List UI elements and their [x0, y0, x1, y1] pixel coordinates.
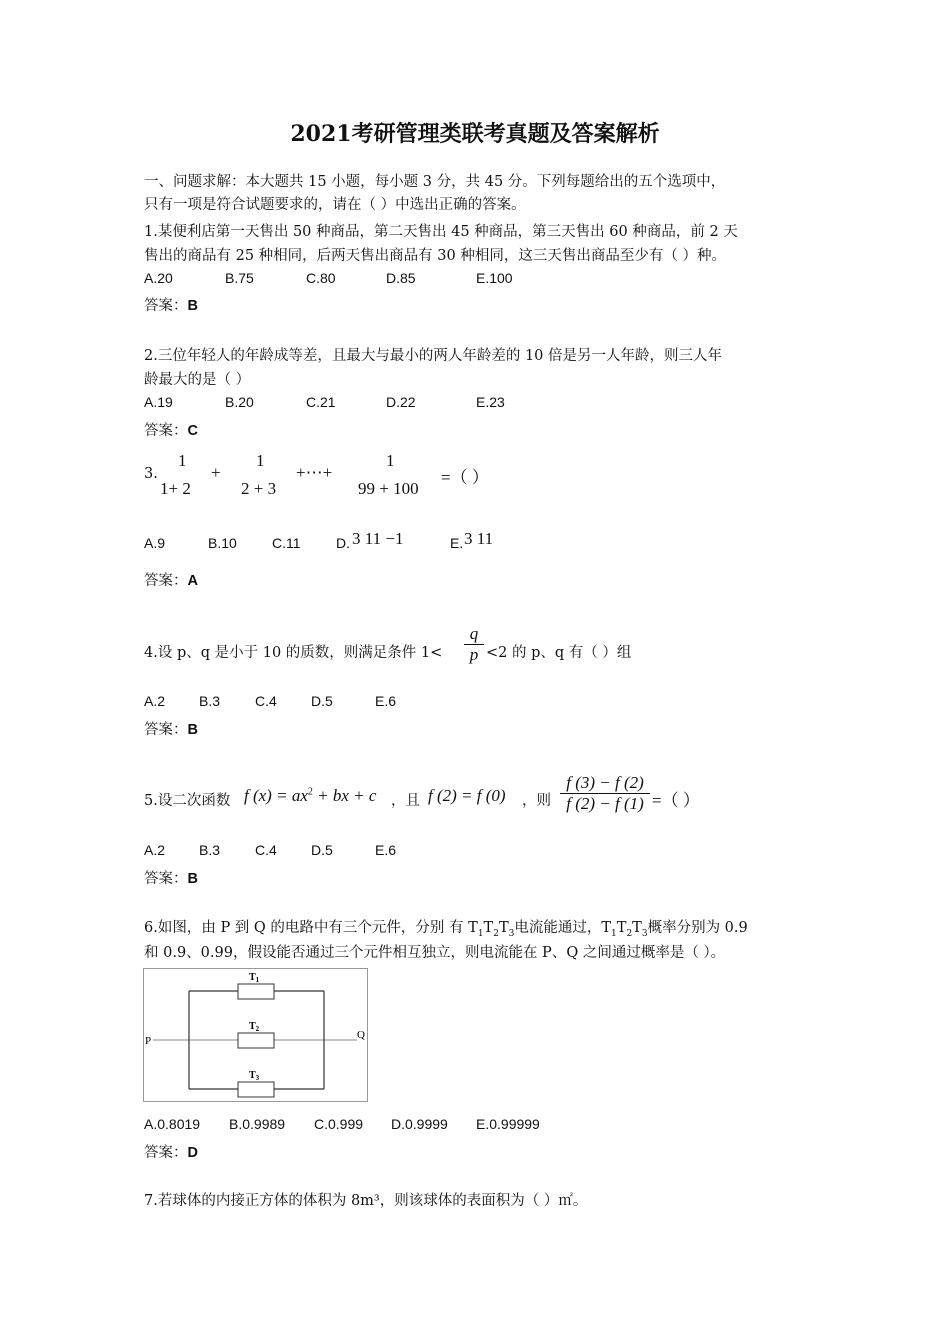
q6-line1-a: 6.如图，由 P 到 Q 的电路中有三个元件，分别 有 T — [144, 920, 478, 936]
q6-option-e: E.0.99999 — [476, 1116, 540, 1132]
q3-option-a: A.9 — [144, 535, 166, 551]
q2-option-a: A.19 — [144, 394, 173, 410]
q6-t: T — [483, 920, 494, 936]
q5-option-e: E.6 — [375, 842, 397, 858]
q6-sub: 1 — [611, 928, 617, 939]
q6-option-b: B.0.9989 — [229, 1116, 286, 1132]
q3-frac3-num: 1 — [386, 451, 395, 470]
q5-text-before: 5.设二次函数 — [144, 793, 231, 809]
q3-plus1: + — [211, 463, 221, 482]
q4-answer — [144, 718, 198, 739]
answer-label: 答案： — [144, 423, 188, 439]
answer-label: 答案： — [144, 871, 188, 887]
circuit-diagram — [143, 968, 369, 1103]
q7-line: 7.若球体的内接正方体的体积为 8m³，则该球体的表面积为（ ）㎡。 — [144, 1193, 588, 1209]
q6-sub: 1 — [477, 928, 484, 939]
q6-t: T — [616, 920, 627, 936]
q4-option-d: D.5 — [311, 693, 333, 709]
q4-frac-den: p — [469, 645, 479, 664]
q6-line1 — [144, 916, 748, 939]
q2-answer — [144, 419, 198, 440]
q2-answer-value: C — [187, 423, 198, 439]
q3-answer-value: A — [187, 573, 198, 589]
q1-answer — [144, 294, 198, 315]
answer-label: 答案： — [144, 1145, 188, 1161]
q5-option-a: A.2 — [144, 842, 166, 858]
q6-option-d: D.0.9999 — [391, 1116, 448, 1132]
q6-answer — [144, 1141, 198, 1162]
q5-answer — [144, 867, 198, 888]
section-intro-line2: 只有一项是符合试题要求的，请在（ ）中选出正确的答案。 — [144, 197, 526, 213]
q3-option-d: D. — [336, 535, 350, 551]
q6-t: T — [498, 920, 509, 936]
q6-answer-value: D — [187, 1145, 198, 1161]
label-t2: $T_2$ — [249, 1021, 260, 1033]
q3-frac3-den: 99 + 100 — [358, 479, 419, 498]
q3-frac2-num: 1 — [256, 451, 265, 470]
q1-answer-value: B — [187, 298, 198, 314]
q5-then: ，则 — [522, 793, 551, 809]
q5-option-c: C.4 — [255, 842, 277, 858]
q3-ellipsis: +⋯+ — [296, 463, 333, 482]
q2-line2: 龄最大的是（ ） — [144, 372, 251, 388]
q5-func-rest: + bx + c — [312, 786, 377, 805]
q3-option-e-math: 3 11 — [464, 529, 494, 548]
answer-label: 答案： — [144, 573, 188, 589]
q6-sub: 2 — [626, 928, 633, 939]
q1-option-e: E.100 — [476, 270, 513, 286]
q4-answer-value: B — [187, 722, 198, 738]
q2-option-b: B.20 — [225, 394, 254, 410]
q6-sub: 3 — [508, 928, 515, 939]
q5-condition: f (2) = f (0) — [428, 786, 506, 805]
q3-option-c: C.11 — [272, 535, 301, 551]
q5-func-main: f (x) = ax — [244, 786, 308, 805]
q4-option-a: A.2 — [144, 693, 166, 709]
q2-option-c: C.21 — [306, 394, 336, 410]
q1-line1: 1.某便利店第一天售出 50 种商品，第二天售出 45 种商品，第三天售出 60 种商品，前 2 天 — [144, 224, 738, 240]
label-t1: $T_1$ — [249, 972, 260, 984]
q4-option-e: E.6 — [375, 693, 397, 709]
q3-option-e: E. — [450, 535, 464, 551]
q4-fraction — [464, 624, 484, 665]
q5-answer-value: B — [187, 871, 198, 887]
q4-option-b: B.3 — [199, 693, 221, 709]
q4-option-c: C.4 — [255, 693, 277, 709]
q6-option-a: A.0.8019 — [144, 1116, 201, 1132]
q3-frac2-den: 2 + 3 — [241, 479, 277, 498]
q5-function — [244, 786, 376, 806]
q6-line1-b: 电流能通过，T — [514, 920, 612, 936]
q1-option-d: D.85 — [386, 270, 416, 286]
q4-text-after: <2 的 p、q 有（ ）组 — [486, 645, 632, 661]
q6-sub: 3 — [641, 928, 648, 939]
q6-line2: 和 0.9、0.99，假设能否通过三个元件相互独立，则电流能在 P、Q 之间通过概率是（ ）。 — [144, 945, 726, 961]
q4-frac-num: q — [469, 624, 479, 643]
section-intro-line1: 一、问题求解：本大题共 15 小题，每小题 3 分，共 45 分。下列每题给出的五个选项中， — [144, 174, 726, 190]
q5-equals: =（ ） — [652, 791, 700, 810]
answer-label: 答案： — [144, 298, 188, 314]
resistor-t3 — [238, 1082, 274, 1097]
label-p: P — [145, 1035, 152, 1047]
q3-answer — [144, 569, 198, 590]
label-t3: $T_3$ — [249, 1070, 260, 1082]
q1-option-c: C.80 — [306, 270, 336, 286]
q3-frac1-num: 1 — [178, 451, 187, 470]
q2-option-e: E.23 — [476, 394, 505, 410]
q5-option-d: D.5 — [311, 842, 333, 858]
q5-fraction — [560, 773, 650, 814]
q1-option-b: B.75 — [225, 270, 254, 286]
q4-text-before: 4.设 p、q 是小于 10 的质数，则满足条件 1< — [144, 645, 443, 661]
q5-frac-den: f (2) − f (1) — [566, 794, 644, 813]
answer-label: 答案： — [144, 722, 188, 738]
q6-sub: 2 — [493, 928, 499, 939]
label-q: Q — [357, 1029, 365, 1041]
q1-line2: 售出的商品有 25 种相同，后两天售出商品有 30 种相同，这三天售出商品至少有（ ）种。 — [144, 248, 726, 264]
q5-option-b: B.3 — [199, 842, 221, 858]
q3-frac1-den: 1+ 2 — [160, 479, 191, 498]
q5-frac-num: f (3) − f (2) — [566, 773, 644, 792]
q3-option-b: B.10 — [208, 535, 237, 551]
q6-t: T — [632, 920, 642, 936]
q3-option-d-math: 3 11 −1 — [352, 529, 404, 548]
resistor-t2 — [238, 1033, 274, 1048]
resistor-t1 — [238, 984, 274, 999]
page-title: 2021考研管理类联考真题及答案解析 — [290, 121, 660, 147]
q3-equals: =（ ） — [441, 468, 489, 487]
q6-option-c: C.0.999 — [314, 1116, 364, 1132]
q5-cond-pre: ，且 — [391, 793, 420, 809]
q2-option-d: D.22 — [386, 394, 416, 410]
q5-func-exp: 2 — [307, 786, 313, 798]
q6-line1-c: 概率分别为 0.9 — [647, 920, 748, 936]
q1-option-a: A.20 — [144, 270, 173, 286]
q3-label: 3. — [144, 466, 158, 482]
q2-line1: 2.三位年轻人的年龄成等差，且最大与最小的两人年龄差的 10 倍是另一人年龄，则三人年 — [144, 348, 722, 364]
